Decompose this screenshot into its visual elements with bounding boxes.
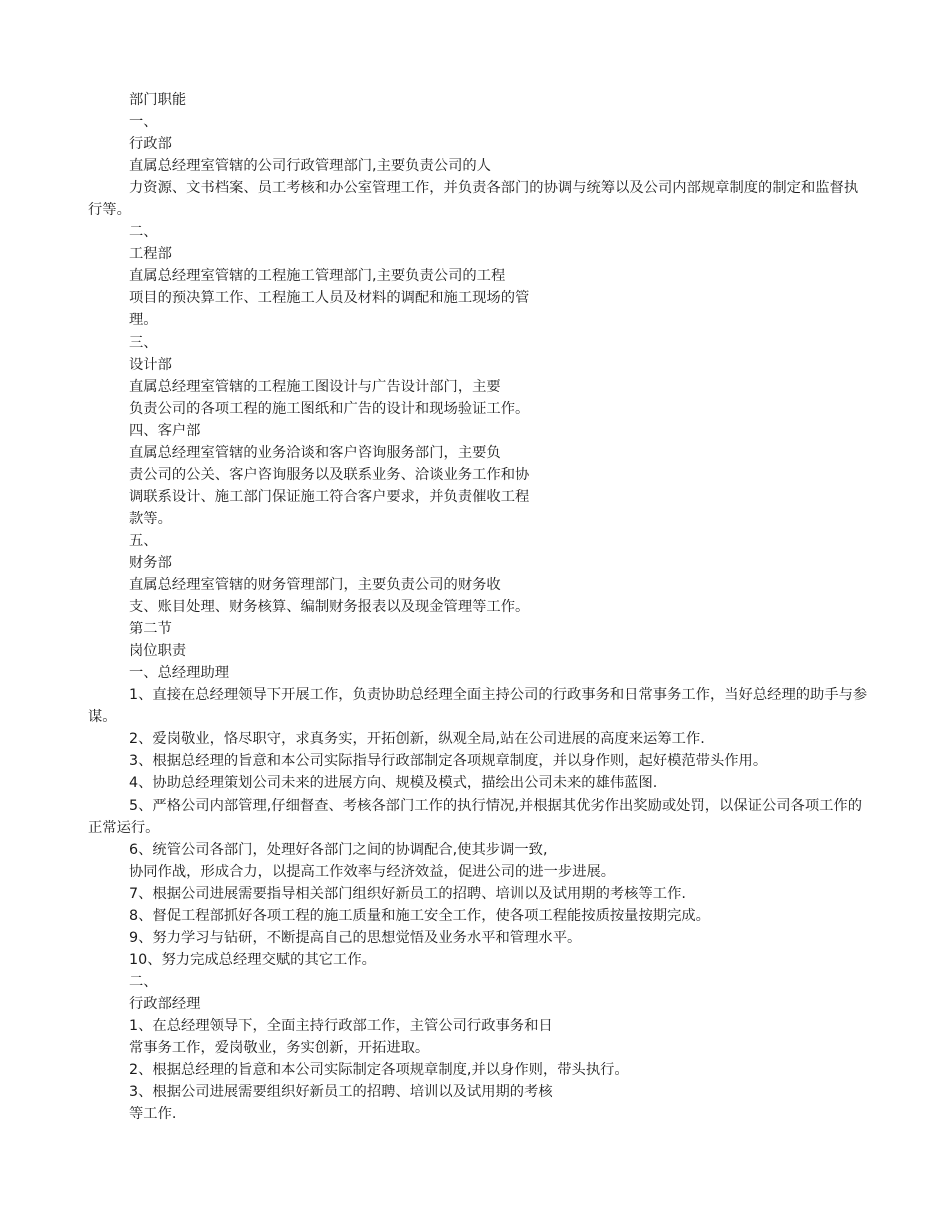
- text-line: 责公司的公关、客户咨询服务以及联系业务、洽谈业务工作和协: [129, 466, 530, 483]
- text-line: 4、协助总经理策划公司未来的进展方向、规模及模式，描绘出公司未来的雄伟蓝图.: [129, 775, 658, 792]
- text-line: 一、总经理助理: [129, 665, 230, 682]
- text-line: 一、: [129, 114, 158, 131]
- paragraph: 5、严格公司内部管理,仔细督查、考核各部门工作的执行情况,并根据其优劣作出奖励或处罚，以保证公司各项工作的正常运行。: [88, 797, 863, 836]
- text-line: 岗位职责: [129, 643, 187, 660]
- text-line: 1、在总经理领导下，全面主持行政部工作，主管公司行政事务和日: [129, 1017, 553, 1034]
- text-line: 工程部: [129, 246, 172, 263]
- text-line: 直属总经理室管辖的公司行政管理部门,主要负责公司的人: [129, 158, 491, 175]
- text-line: 协同作战，形成合力，以提高工作效率与经济效益，促进公司的进一步进展。: [129, 863, 616, 880]
- text-line: 支、账目处理、财务核算、编制财务报表以及现金管理等工作。: [129, 599, 530, 616]
- paragraph: 1、直接在总经理领导下开展工作，负责协助总经理全面主持公司的行政事务和日常事务工作，当好总经理的助手与参谋。: [88, 687, 868, 726]
- text-line: 行政部经理: [129, 995, 201, 1012]
- text-line: 等工作.: [129, 1106, 177, 1123]
- text-line: 8、督促工程部抓好各项工程的施工质量和施工安全工作，使各项工程能按质按量按期完成。: [129, 907, 710, 924]
- document-body: [88, 89, 868, 1125]
- text-line: 直属总经理室管辖的工程施工图设计与广告设计部门，主要: [129, 378, 501, 395]
- text-line: 二、: [129, 224, 158, 241]
- text-line: 财务部: [129, 554, 172, 571]
- text-line: 调联系设计、施工部门保证施工符合客户要求，并负责催收工程: [129, 488, 530, 505]
- text-line: 2、根据总经理的旨意和本公司实际制定各项规章制度,并以身作则，带头执行。: [129, 1062, 629, 1079]
- text-line: 第二节: [129, 621, 172, 638]
- text-line: 三、: [129, 334, 158, 351]
- text-line: 四、客户部: [129, 422, 201, 439]
- text-line: 项目的预决算工作、工程施工人员及材料的调配和施工现场的管: [129, 290, 530, 307]
- text-line: 部门职能: [129, 92, 187, 108]
- text-line: 直属总经理室管辖的工程施工管理部门,主要负责公司的工程: [129, 268, 506, 285]
- text-line: 2、爱岗敬业，恪尽职守，求真务实，开拓创新，纵观全局,站在公司进展的高度来运筹工作.: [129, 731, 705, 748]
- text-line: 行政部: [129, 136, 172, 153]
- text-line: 7、根据公司进展需要指导相关部门组织好新员工的招聘、培训以及试用期的考核等工作.: [129, 885, 686, 902]
- text-line: 10、努力完成总经理交赋的其它工作。: [129, 951, 376, 968]
- paragraph: 力资源、文书档案、员工考核和办公室管理工作，并负责各部门的协调与统筹以及公司内部规章制度的制定和监督执行等。: [88, 180, 859, 219]
- text-line: 6、统管公司各部门，处理好各部门之间的协调配合,使其步调一致,: [129, 841, 548, 858]
- text-line: 常事务工作，爱岗敬业，务实创新，开拓进取。: [129, 1040, 430, 1057]
- text-line: 二、: [129, 973, 158, 990]
- text-line: 五、: [129, 532, 158, 549]
- text-line: 直属总经理室管辖的财务管理部门，主要负责公司的财务收: [129, 577, 501, 594]
- text-line: 3、根据总经理的旨意和本公司实际指导行政部制定各项规章制度，并以身作则，起好模范带头作用。: [129, 753, 768, 770]
- text-line: 款等。: [129, 510, 172, 527]
- text-line: 3、根据公司进展需要组织好新员工的招聘、培训以及试用期的考核: [129, 1084, 553, 1101]
- text-line: 设计部: [129, 356, 172, 373]
- text-line: 直属总经理室管辖的业务洽谈和客户咨询服务部门，主要负: [129, 444, 501, 461]
- text-line: 负责公司的各项工程的施工图纸和广告的设计和现场验证工作。: [129, 400, 530, 417]
- text-line: 理。: [129, 312, 158, 329]
- text-line: 9、努力学习与钻研，不断提高自己的思想觉悟及业务水平和管理水平。: [129, 929, 582, 946]
